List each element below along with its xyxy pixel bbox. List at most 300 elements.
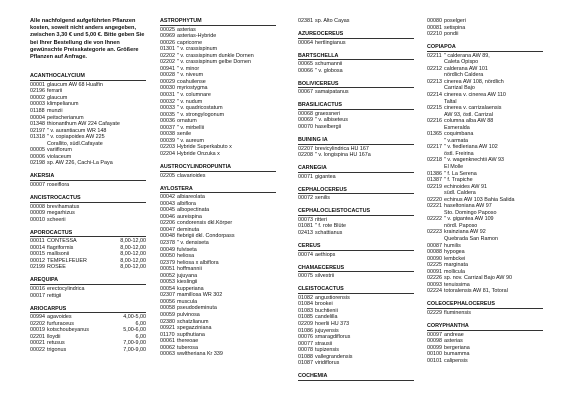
- species-code: 00088: [427, 249, 442, 256]
- species-name: Corallito, südl.Cafayate: [47, 140, 103, 147]
- species-code: 02221: [427, 203, 442, 210]
- species-code: 00019: [30, 327, 45, 334]
- species-name: östl. Freirina: [444, 150, 474, 157]
- species-name: sp. Alto Cayas: [315, 18, 350, 24]
- genus-heading: ANCISTROCACTUS: [30, 195, 146, 203]
- species-name: brevicylindrica HU 167: [315, 145, 369, 152]
- catalog-column-2: [160, 18, 276, 364]
- genus-heading: ASTROPHYTUM: [160, 18, 276, 26]
- catalog-column-3: [298, 18, 414, 387]
- species-row: [298, 273, 414, 280]
- species-code: 02209: [298, 321, 313, 327]
- genus-section: [298, 18, 414, 25]
- species-code: 00051: [160, 266, 175, 273]
- species-row: [427, 310, 543, 317]
- genus-section: [298, 265, 414, 280]
- species-name: calipensis: [444, 357, 468, 364]
- genus-section: [298, 208, 414, 236]
- species-row: [30, 160, 146, 167]
- species-code: 02202: [160, 52, 175, 59]
- species-code: 00994: [30, 314, 45, 321]
- species-name: hoffmannii: [177, 266, 202, 273]
- species-code: 00063: [160, 351, 175, 358]
- species-code: 02380: [160, 318, 175, 325]
- species-code: 02197: [30, 127, 45, 134]
- species-code: 00009: [30, 210, 45, 217]
- species-name: haselbergii: [315, 124, 342, 131]
- genus-heading: ARIOCARPUS: [30, 306, 146, 314]
- species-code: 01348: [30, 121, 45, 128]
- species-name: südl. Caldera: [444, 190, 476, 197]
- species-code: 01387: [427, 177, 442, 184]
- species-name: smaragdiflorus: [315, 334, 351, 341]
- species-name: capricorne: [177, 39, 203, 46]
- species-name: coquimbana: [444, 131, 474, 138]
- species-code: 02211: [427, 52, 442, 59]
- species-code: 02202: [30, 320, 45, 327]
- species-name: ROSEE: [47, 264, 66, 271]
- species-code: 00070: [298, 124, 313, 131]
- species-code: 00065: [298, 61, 313, 68]
- species-code: 02204: [160, 150, 175, 157]
- species-name: schumannii: [315, 61, 343, 68]
- species-name: deminuta: [177, 226, 200, 233]
- species-name: Carrizal Bajo: [444, 85, 475, 92]
- species-code: 00039: [160, 137, 175, 144]
- species-price: 8,00-12,00: [120, 264, 146, 271]
- species-name: " v. minor: [177, 65, 200, 72]
- species-name: vallegrandensis: [315, 353, 353, 360]
- species-name: bumamma: [444, 351, 470, 358]
- species-code: 00012: [30, 257, 45, 264]
- species-name: brookei: [315, 301, 333, 308]
- species-name: thionanthum AW 224 Cafayate: [47, 121, 120, 128]
- species-row: [298, 18, 414, 25]
- species-price: 8,00-12,00: [120, 257, 146, 264]
- genus-section: [298, 165, 414, 180]
- species-name: senilis: [315, 195, 330, 202]
- genus-section: [427, 323, 543, 364]
- species-code: 00921: [160, 325, 175, 332]
- species-code: 01365: [427, 131, 442, 138]
- species-code: 00064: [298, 39, 313, 46]
- genus-section: [160, 18, 276, 157]
- species-code: 00091: [427, 268, 442, 275]
- genus-section: [298, 373, 414, 381]
- species-code: 02223: [427, 229, 442, 236]
- species-code: 01301: [160, 46, 175, 53]
- species-code: 00969: [160, 33, 175, 40]
- genus-section: [298, 81, 414, 96]
- species-code: 00068: [298, 110, 313, 117]
- species-name: " v. globosa: [315, 67, 343, 74]
- species-name: calderana AW 101: [444, 65, 488, 72]
- species-name: ferrarii: [47, 88, 63, 95]
- species-name: angustiorensis: [315, 294, 350, 301]
- species-row: [30, 347, 146, 354]
- genus-section: [30, 306, 146, 354]
- species-price: 6,00: [135, 333, 146, 340]
- species-price: 4,00-5,00: [123, 314, 146, 321]
- species-code: 02229: [427, 309, 442, 316]
- species-name: " f. La Serena: [444, 170, 477, 177]
- genus-section: [427, 301, 543, 316]
- species-name: viridiflorus: [315, 360, 340, 367]
- species-name: senile: [177, 131, 192, 138]
- species-name: nördl. Paposo: [444, 222, 478, 229]
- species-code: 00029: [160, 78, 175, 85]
- species-code: 00056: [160, 298, 175, 305]
- species-name: wwltheriana Kr 339: [177, 351, 223, 358]
- species-name: andreae: [444, 331, 464, 338]
- species-name: jujuyana: [177, 272, 198, 279]
- species-row: [160, 173, 276, 180]
- species-code: 00010: [30, 216, 45, 223]
- species-code: 00062: [160, 344, 175, 351]
- species-code: 02196: [30, 88, 45, 95]
- species-code: 00101: [427, 357, 442, 364]
- species-name: " v. densiseta: [177, 239, 209, 246]
- species-row: [298, 230, 414, 237]
- species-code: 00005: [30, 147, 45, 154]
- species-name: pondii: [444, 31, 459, 38]
- species-code: 00033: [160, 105, 175, 112]
- catalog-column-4: [427, 18, 543, 371]
- species-code: 00006: [30, 153, 45, 160]
- species-name: TEMPELFEUER: [47, 257, 87, 264]
- species-row: [427, 288, 543, 295]
- species-name: retusus: [47, 340, 65, 347]
- species-code: 00036: [160, 118, 175, 125]
- species-code: 01086: [298, 327, 313, 334]
- species-code: 00004: [30, 114, 45, 121]
- species-name: roseiflora: [47, 181, 70, 188]
- genus-section: [298, 286, 414, 367]
- genus-heading: BRASILICACTUS: [298, 102, 414, 110]
- species-code: 00015: [30, 251, 45, 258]
- species-name: Sto. Domingo Paposo: [444, 209, 497, 216]
- genus-heading: APOROCACTUS: [30, 230, 146, 238]
- species-code: 00067: [298, 89, 313, 96]
- species-row: [160, 351, 276, 358]
- species-row: [298, 68, 414, 75]
- species-code: 01081: [298, 223, 313, 230]
- species-code: 01082: [298, 294, 313, 301]
- species-name: kupperiana: [177, 285, 204, 292]
- species-price: 7,00-9,00: [123, 346, 146, 353]
- species-row: [30, 217, 146, 224]
- genus-section: [427, 18, 543, 38]
- species-code: 00047: [160, 226, 175, 233]
- species-name: clavarioides: [177, 172, 206, 179]
- species-code: 01087: [298, 360, 313, 367]
- species-code: 02379: [160, 259, 175, 266]
- species-name: " f. rote Blüte: [315, 223, 346, 230]
- species-name: albiflora: [177, 200, 196, 207]
- species-code: 00007: [30, 181, 45, 188]
- species-name: columna alba AW 88: [444, 118, 494, 125]
- genus-heading: CORYPHANTHA: [427, 323, 543, 331]
- species-name: cinerea AW 108, nördlich: [444, 78, 504, 85]
- species-name: schattianus: [315, 230, 343, 237]
- species-code: 00030: [160, 85, 175, 92]
- species-code: 00001: [30, 81, 45, 88]
- genus-heading: AZUREOCEREUS: [298, 31, 414, 39]
- species-code: 02202: [160, 59, 175, 66]
- species-name: variiflorum: [47, 147, 72, 154]
- species-code: 00069: [298, 117, 313, 124]
- species-name: krainziana AW 92: [444, 229, 486, 236]
- species-row: [298, 124, 414, 131]
- genus-heading: COCHEMIA: [298, 373, 414, 381]
- species-name: ornatum: [177, 118, 197, 125]
- species-code: 00061: [160, 338, 175, 345]
- species-name: fiebrigii dkl. Condorpass: [177, 233, 235, 240]
- species-code: 00074: [298, 251, 313, 258]
- species-name: bergeriana: [444, 344, 470, 351]
- species-name: graessneri: [315, 110, 341, 117]
- species-code: 02214: [427, 91, 442, 98]
- genus-heading: CEPHALOCLEISTOCACTUS: [298, 208, 414, 216]
- genus-section: [30, 173, 146, 188]
- species-code: 00037: [160, 124, 175, 131]
- species-name: " v. columnare: [177, 92, 211, 99]
- genus-section: [298, 187, 414, 202]
- intro-text: Alle nachfolgend aufgeführten Pflanzen kosten, soweit nicht anders angegeben, zwischen 3,30 € und 5,00 €. Bitte geben Sie bei Ihrer Bestellung die von Ihnen gewünschte Preisskategorie an. Größere Pflanzen auf Anfrage.: [30, 18, 145, 61]
- species-code: 00080: [427, 18, 442, 24]
- genus-heading: CLEISTOCACTUS: [298, 286, 414, 294]
- genus-heading: BUINING IA: [298, 137, 414, 145]
- genus-section: [298, 31, 414, 46]
- species-name: Hybride Superkabuto x: [177, 144, 232, 151]
- species-code: 00035: [160, 111, 175, 118]
- species-name: fluminensis: [444, 309, 471, 316]
- species-name: hertlingianus: [315, 39, 346, 46]
- species-name: megarhizus: [47, 210, 75, 217]
- species-name: agavoides: [47, 314, 72, 321]
- species-name: spegazziniana: [177, 325, 212, 332]
- species-name: hoerlii HU 373: [315, 321, 350, 327]
- species-code: 02210: [427, 31, 442, 38]
- species-row: [298, 40, 414, 47]
- species-code: 00058: [160, 305, 175, 312]
- species-code: 00078: [298, 347, 313, 354]
- species-name: AW 93, östl. Carrizal: [444, 111, 493, 118]
- species-code: 00042: [160, 194, 175, 201]
- species-name: heliosa: [177, 253, 195, 260]
- genus-heading: CARNEGIA: [298, 165, 414, 173]
- species-name: asterias-Hybride: [177, 33, 217, 40]
- species-code: 02381: [298, 18, 313, 24]
- species-name: peitscherianum: [47, 114, 84, 121]
- species-code: 02219: [427, 183, 442, 190]
- species-code: 00066: [298, 67, 313, 74]
- species-code: 02224: [427, 288, 442, 295]
- species-name: fulviseta: [177, 246, 197, 253]
- species-code: 02198: [30, 160, 45, 167]
- species-code: 00022: [30, 346, 45, 353]
- species-code: 00021: [30, 340, 45, 347]
- species-code: 00032: [160, 98, 175, 105]
- species-name: " v.armata: [444, 137, 468, 144]
- species-row: [298, 195, 414, 202]
- species-name: strausii: [315, 340, 333, 347]
- species-row: [298, 174, 414, 181]
- species-name: albopectinata: [177, 207, 210, 214]
- species-row: [427, 31, 543, 38]
- catalog-column-1: [30, 18, 146, 360]
- genus-section: [30, 73, 146, 167]
- species-name: sp. nov. Carrizal Bajo AW 90: [444, 275, 513, 282]
- species-code: 00025: [160, 26, 175, 33]
- species-code: 00050: [160, 253, 175, 260]
- species-name: Taltal: [444, 98, 457, 105]
- species-name: " v. copiapoides AW 225: [47, 134, 105, 141]
- species-code: 00014: [30, 244, 45, 251]
- species-name: " v. fiedleriana AW 102: [444, 144, 498, 151]
- species-name: schatzlianum: [177, 318, 209, 325]
- species-row: [298, 360, 414, 367]
- genus-section: [160, 186, 276, 358]
- species-code: 02220: [427, 196, 442, 203]
- species-name: CONTESSA: [47, 238, 77, 245]
- genus-section: [298, 53, 414, 75]
- species-name: erectocylindrica: [47, 285, 85, 292]
- genus-section: [30, 195, 146, 223]
- species-name: " v. gigantea AW 109: [444, 216, 494, 223]
- species-code: 02378: [160, 239, 175, 246]
- species-name: " v. crassispinum gelbe Dornen: [177, 59, 252, 66]
- species-name: Caleta Opispo: [444, 59, 479, 66]
- species-price: 6,00: [135, 320, 146, 327]
- species-code: 01188: [30, 107, 45, 114]
- species-name: haseltoniana AW 97: [444, 203, 492, 210]
- species-name: Esmeralda: [444, 124, 470, 131]
- species-name: thereoae: [177, 338, 199, 345]
- species-name: heliosa x albiflora: [177, 259, 219, 266]
- species-name: samaipatanus: [315, 89, 349, 96]
- genus-heading: AREQUIPA: [30, 277, 146, 285]
- species-name: Quebrada San Ramon: [444, 236, 498, 242]
- species-code: 00075: [298, 273, 313, 280]
- genus-section: [298, 243, 414, 258]
- species-code: 00076: [298, 334, 313, 341]
- species-code: 01083: [298, 307, 313, 314]
- species-price: 8,00-12,00: [120, 238, 146, 245]
- species-code: 00052: [160, 272, 175, 279]
- species-name: muscula: [177, 298, 198, 305]
- species-price: 5,00-6,00: [123, 327, 146, 334]
- species-code: 00100: [427, 351, 442, 358]
- species-code: 02215: [427, 105, 442, 112]
- species-code: 00028: [160, 72, 175, 79]
- genus-heading: BOLIVICEREUS: [298, 81, 414, 89]
- species-name: " v. aurantiacum WR 148: [47, 127, 107, 134]
- species-name: echinoides AW 91: [444, 183, 487, 190]
- genus-heading: COPIAPOA: [427, 44, 543, 52]
- species-code: 00031: [160, 92, 175, 99]
- species-name: " v. nudum: [177, 98, 203, 105]
- species-name: coahuilense: [177, 78, 206, 85]
- species-name: nördlich Caldera: [444, 72, 484, 79]
- species-name: asterias: [177, 26, 196, 33]
- species-code: 00002: [30, 94, 45, 101]
- species-code: 00026: [160, 39, 175, 46]
- species-name: trigonus: [47, 346, 67, 353]
- species-code: 00038: [160, 131, 175, 138]
- genus-heading: CHAMAECEREUS: [298, 265, 414, 273]
- species-name: supthutiana: [177, 331, 205, 338]
- species-code: 01386: [427, 170, 442, 177]
- species-name: sp. AW 226, Cachi-La Paya: [47, 160, 113, 167]
- species-code: 02226: [427, 275, 442, 282]
- species-name: tenuissima: [444, 281, 470, 288]
- species-name: " calderana AW 89,: [444, 52, 490, 59]
- species-row: [298, 252, 414, 259]
- species-code: 00045: [160, 207, 175, 214]
- genus-section: [160, 164, 276, 179]
- genus-heading: ACANTHOCALYCIUM: [30, 73, 146, 81]
- species-code: 01318: [30, 134, 45, 141]
- species-name: " v. strongylogonum: [177, 111, 225, 118]
- species-code: 00072: [298, 195, 313, 202]
- species-name: silvestrii: [315, 273, 335, 280]
- species-name: El Molle: [444, 163, 464, 170]
- species-code: 00077: [298, 340, 313, 347]
- species-code: 02206: [160, 220, 175, 227]
- species-name: rettigii: [47, 292, 62, 299]
- genus-section: [30, 277, 146, 299]
- species-code: 00090: [427, 255, 442, 262]
- species-name: aethiops: [315, 251, 336, 258]
- species-code: 02203: [160, 144, 175, 151]
- species-name: scheerii: [47, 216, 66, 223]
- species-code: 00011: [30, 238, 45, 245]
- species-code: 02205: [160, 172, 175, 179]
- species-name: kotschoubeyanus: [47, 327, 89, 334]
- species-name: pulvinosa: [177, 311, 200, 318]
- species-row: [427, 358, 543, 365]
- species-code: 00016: [30, 285, 45, 292]
- species-name: lembckei: [444, 255, 466, 262]
- genus-heading: AUSTROCYLINDROPUNTIA: [160, 164, 276, 172]
- species-row: [30, 182, 146, 189]
- species-code: 02208: [298, 152, 313, 159]
- species-name: myriostygma: [177, 85, 208, 92]
- species-name: mollicula: [444, 268, 465, 275]
- species-code: 02413: [298, 230, 313, 237]
- species-price: 7,00-9,00: [123, 340, 146, 347]
- genus-heading: CEREUS: [298, 243, 414, 251]
- species-code: 02222: [427, 216, 442, 223]
- species-name: " v. mirbellii: [177, 124, 204, 131]
- species-name: pseudodeminuta: [177, 305, 217, 312]
- species-code: 01170: [160, 331, 175, 338]
- species-name: totoralensis AW 81, Totoral: [444, 288, 508, 295]
- species-row: [30, 264, 146, 271]
- species-code: 00048: [160, 233, 175, 240]
- genus-section: [298, 102, 414, 130]
- species-name: hypogea: [444, 249, 465, 256]
- species-code: 02216: [427, 118, 442, 125]
- species-name: humilis: [444, 242, 461, 249]
- species-price: 8,00-12,00: [120, 244, 146, 251]
- species-name: " v. quadricostatum: [177, 105, 223, 112]
- species-name: echinus AW 103 Bahia Salida: [444, 196, 515, 203]
- species-name: " v. aureum: [177, 137, 204, 144]
- species-code: 00053: [160, 279, 175, 286]
- species-code: 02201: [30, 333, 45, 340]
